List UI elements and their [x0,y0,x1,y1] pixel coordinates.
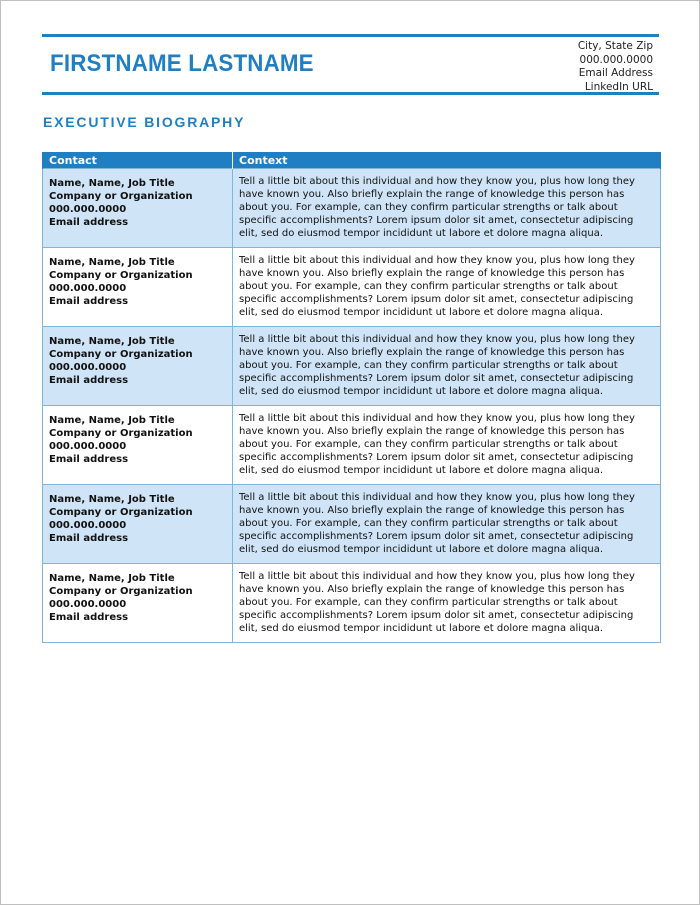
header-bottom-rule [42,92,659,95]
contact-cell [43,327,233,406]
context-cell: Tell a little bit about this individual and how they know you, plus how long they have known you. Also briefly explain the range of knowledge this person has about you. For example, can they confirm particular strengths or talk about specific accomplishments? Lorem ipsum dolor sit amet, consectetur adipiscing elit, sed do eiusmod tempor incididunt ut labore et dolore magna aliqua. [233,564,661,643]
contact-phone: 000.000.0000 [49,520,127,531]
contact-company: Company or Organization [49,270,193,281]
table-body [43,169,661,643]
contact-name-title: Name, Name, Job Title [49,257,175,268]
context-cell: Tell a little bit about this individual and how they know you, plus how long they have known you. Also briefly explain the range of knowledge this person has about you. For example, can they confirm particular strengths or talk about specific accomplishments? Lorem ipsum dolor sit amet, consectetur adipiscing elit, sed do eiusmod tempor incididunt ut labore et dolore magna aliqua. [233,248,661,327]
table-row [43,327,661,406]
person-name: FIRSTNAME LASTNAME [50,50,314,77]
contact-phone: 000.000.0000 [49,362,127,373]
contact-email: Email address [49,612,129,623]
header-top-rule [42,34,659,37]
contact-name-title: Name, Name, Job Title [49,178,175,189]
table-row [43,169,661,248]
header-phone: 000.000.0000 [579,53,653,66]
contact-company: Company or Organization [49,428,193,439]
contact-cell [43,248,233,327]
contact-company: Company or Organization [49,349,193,360]
contact-phone: 000.000.0000 [49,599,127,610]
table-row [43,564,661,643]
contact-cell [43,406,233,485]
contact-name-title: Name, Name, Job Title [49,336,175,347]
column-header-contact: Contact [43,152,233,169]
column-header-context: Context [233,152,661,169]
context-cell: Tell a little bit about this individual and how they know you, plus how long they have known you. Also briefly explain the range of knowledge this person has about you. For example, can they confirm particular strengths or talk about specific accomplishments? Lorem ipsum dolor sit amet, consectetur adipiscing elit, sed do eiusmod tempor incididunt ut labore et dolore magna aliqua. [233,169,661,248]
contact-phone: 000.000.0000 [49,441,127,452]
table-header-row [43,152,661,169]
section-title: EXECUTIVE BIOGRAPHY [43,114,246,130]
table-row [43,248,661,327]
context-cell: Tell a little bit about this individual and how they know you, plus how long they have known you. Also briefly explain the range of knowledge this person has about you. For example, can they confirm particular strengths or talk about specific accomplishments? Lorem ipsum dolor sit amet, consectetur adipiscing elit, sed do eiusmod tempor incididunt ut labore et dolore magna aliqua. [233,327,661,406]
contact-email: Email address [49,533,129,544]
table-row [43,485,661,564]
contact-name-title: Name, Name, Job Title [49,494,175,505]
header-email: Email Address [578,67,653,79]
contact-company: Company or Organization [49,191,193,202]
contact-cell [43,485,233,564]
contact-name-title: Name, Name, Job Title [49,415,175,426]
context-cell: Tell a little bit about this individual and how they know you, plus how long they have known you. Also briefly explain the range of knowledge this person has about you. For example, can they confirm particular strengths or talk about specific accomplishments? Lorem ipsum dolor sit amet, consectetur adipiscing elit, sed do eiusmod tempor incididunt ut labore et dolore magna aliqua. [233,406,661,485]
biography-table [42,152,661,643]
contact-email: Email address [49,375,129,386]
header-city-state-zip: City, State Zip [577,40,653,52]
contact-company: Company or Organization [49,507,193,518]
contact-email: Email address [49,217,129,228]
contact-phone: 000.000.0000 [49,204,127,215]
contact-email: Email address [49,296,129,307]
contact-cell [43,564,233,643]
contact-cell [43,169,233,248]
contact-company: Company or Organization [49,586,193,597]
contact-name-title: Name, Name, Job Title [49,573,175,584]
contact-email: Email address [49,454,129,465]
table-row [43,406,661,485]
contact-phone: 000.000.0000 [49,283,127,294]
header-linkedin: LinkedIn URL [584,80,653,93]
header-contact-info [578,40,653,94]
context-cell: Tell a little bit about this individual and how they know you, plus how long they have known you. Also briefly explain the range of knowledge this person has about you. For example, can they confirm particular strengths or talk about specific accomplishments? Lorem ipsum dolor sit amet, consectetur adipiscing elit, sed do eiusmod tempor incididunt ut labore et dolore magna aliqua. [233,485,661,564]
